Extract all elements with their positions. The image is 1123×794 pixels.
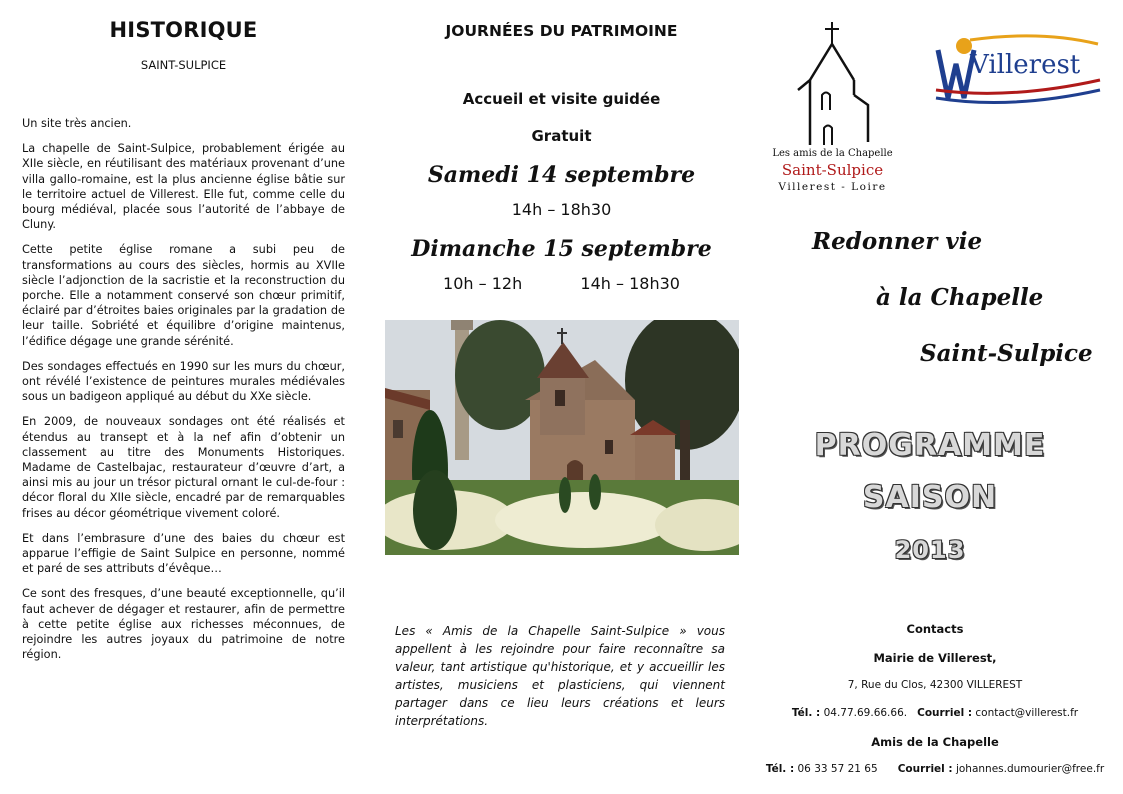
- logo-name: Saint-Sulpice: [781, 161, 884, 179]
- invitation-text: Les « Amis de la Chapelle Saint-Sulpice » vous appellent à les rejoindre pour faire reconnaître sa valeur, tant artistique qu'historique, et y accueillir les artistes, musiciens et plasticiens, qui viennent partager dans ce lieu leurs créations et leurs interprétations.: [395, 624, 725, 728]
- mairie-contact-line: [760, 707, 1110, 719]
- paragraph: Cette petite église romane a subi peu de transformations au cours des siècles, hormis au XVIIe siècle l’adjonction de la sacristie et la reconstruction du porche. Elle a notamment conservé son chœur primitif, éclairé par d’étroites baies originales par la gradation de leur taille. Sobriété et équilibre d’origine maintenus, l’édifice dégage une grande sérénité.: [22, 243, 345, 348]
- mairie-name: Mairie de Villerest,: [873, 651, 997, 665]
- day2-hours: [385, 274, 738, 293]
- tel-label: Tél. :: [791, 707, 821, 719]
- tel-label: Tél. :: [765, 763, 795, 775]
- mail-label: Courriel :: [917, 707, 973, 719]
- historique-subtitle: SAINT-SULPICE: [140, 58, 227, 72]
- paragraph: Ce sont des fresques, d’une beauté exceptionnelle, qu’il faut achever de dégager et restaurer, afin de permettre à cette petite église aux richesses méconnues, de rejoindre les autres joyaux du patrimoine de notre région.: [22, 587, 345, 662]
- logo-small-text: Les amis de la Chapelle: [772, 148, 893, 159]
- chapel-drawing-icon: [770, 20, 895, 150]
- day1-hours: 14h – 18h30: [511, 200, 612, 219]
- day2-hours-morning: 10h – 12h: [443, 274, 523, 293]
- slogan-line-3: Saint-Sulpice: [920, 340, 1093, 367]
- day2-hours-afternoon: 14h – 18h30: [580, 274, 680, 293]
- year-title: 2013: [894, 536, 966, 564]
- contacts-title: Contacts: [906, 622, 964, 636]
- welcome-line: Accueil et visite guidée: [462, 90, 661, 108]
- amis-name: Amis de la Chapelle: [871, 735, 999, 749]
- mairie-address: 7, Rue du Clos, 42300 VILLEREST: [847, 679, 1023, 691]
- amis-phone: 06 33 57 21 65: [797, 763, 878, 775]
- mairie-email[interactable]: contact@villerest.fr: [975, 707, 1079, 719]
- free-line: Gratuit: [531, 127, 592, 145]
- villerest-logo: [930, 30, 1102, 110]
- programme-title: PROGRAMME: [814, 428, 1046, 463]
- slogan-line-2: à la Chapelle: [876, 284, 1044, 311]
- amis-contact-line: [760, 763, 1110, 775]
- amis-chapelle-logo: [770, 20, 895, 200]
- slogan-line-1: Redonner vie: [812, 228, 983, 255]
- historique-text: [22, 116, 345, 673]
- villerest-logo-text: Villerest: [970, 50, 1081, 80]
- amis-email[interactable]: johannes.dumourier@free.fr: [955, 763, 1105, 775]
- paragraph: Un site très ancien.: [22, 117, 132, 130]
- paragraph: La chapelle de Saint-Sulpice, probablement érigée au XIIe siècle, en réutilisant des matériaux provenant d’une villa gallo-romaine, est la plus ancienne église bâtie sur le territoire actuel de Villerest. Elle fut, comme celle du bourg médiéval, placée sous l’autorité de l’abbaye de Cluny.: [22, 142, 345, 232]
- historique-title: HISTORIQUE: [109, 18, 258, 42]
- logo-place: Villerest - Loire: [778, 181, 887, 193]
- paragraph: Et dans l’embrasure d’une des baies du chœur est apparue l’effigie de Saint Sulpice en personne, nommé et paré de ses attributs d’évêque…: [22, 531, 345, 576]
- journees-title: JOURNÉES DU PATRIMOINE: [445, 22, 678, 40]
- paragraph: Des sondages effectués en 1990 sur les murs du chœur, ont révélé l’existence de peintures murales médiévales sous un badigeon appliqué au début du XXe siècle.: [22, 359, 345, 404]
- day1-title: Samedi 14 septembre: [427, 162, 696, 188]
- chapel-photo: [385, 320, 739, 555]
- mairie-phone: 04.77.69.66.66.: [823, 707, 908, 719]
- day2-title: Dimanche 15 septembre: [411, 236, 712, 262]
- paragraph: En 2009, de nouveaux sondages ont été réalisés et étendus au transept et à la nef afin d’obtenir un classement au titre des Monuments Historiques. Madame de Castelbajac, restaurateur d’œuvre d’art, a ainsi mis au jour un trésor pictural ornant le cul-de-four : décor floral du XIIe siècle, encadré par de remarquables frises au décor géométrique vivement coloré.: [22, 415, 345, 520]
- contacts-block: [760, 620, 1110, 790]
- saison-title: SAISON: [862, 480, 998, 515]
- mail-label: Courriel :: [897, 763, 953, 775]
